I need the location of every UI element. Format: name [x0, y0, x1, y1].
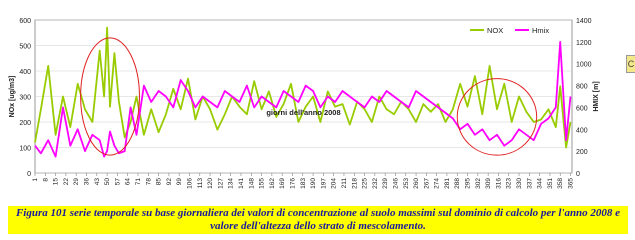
x-tick-label: 43: [93, 178, 101, 186]
x-tick-label: 211: [340, 178, 348, 189]
x-axis-label: giorni dell'anno 2008: [266, 108, 341, 117]
x-tick-label: 36: [83, 178, 91, 186]
x-tick-label: 99: [176, 178, 184, 186]
x-tick-label: 183: [299, 178, 307, 189]
x-tick-label: 190: [310, 178, 318, 189]
x-tick-label: 92: [165, 178, 173, 186]
x-tick-label: 169: [279, 178, 287, 189]
x-tick-label: 141: [237, 178, 245, 189]
x-tick-label: 197: [320, 178, 328, 189]
x-tick-label: 309: [485, 178, 493, 189]
x-tick-label: 29: [73, 178, 81, 186]
x-tick-label: 148: [248, 178, 256, 189]
x-tick-label: 246: [392, 178, 400, 189]
x-tick-label: 260: [413, 178, 421, 189]
x-tick-label: 225: [361, 178, 369, 189]
y-right-tick-label: 1400: [576, 18, 592, 25]
y-left-tick-label: 0: [27, 171, 31, 178]
x-tick-label: 134: [227, 178, 235, 189]
x-tick-label: 267: [423, 178, 431, 189]
y-right-tick-label: 1000: [576, 61, 592, 69]
x-tick-label: 204: [330, 178, 338, 189]
y-right-tick-label: 600: [576, 105, 588, 113]
x-tick-label: 22: [62, 178, 70, 186]
y-right-tick-label: 200: [576, 149, 588, 157]
x-tick-label: 365: [567, 178, 575, 189]
x-tick-label: 232: [371, 178, 379, 189]
x-tick-label: 50: [104, 178, 112, 186]
x-tick-label: 239: [382, 178, 390, 189]
x-tick-label: 344: [536, 178, 544, 189]
x-tick-label: 64: [124, 178, 132, 186]
y-right-axis-label: HMIX [m]: [593, 81, 600, 112]
x-tick-label: 71: [134, 178, 142, 186]
x-tick-label: 253: [402, 178, 410, 189]
figure-caption: Figura 101 serie temporale su base giornaliera dei valori di concentrazione al suolo massimi sul dominio di calcolo per l'anno 2008 e valore dell'altezza dello strato di mescolamento.: [8, 206, 628, 234]
x-tick-label: 323: [505, 178, 513, 189]
x-tick-label: 8: [42, 178, 50, 182]
y-left-tick-label: 400: [19, 69, 31, 76]
legend-label-hmix: Hmix: [532, 26, 550, 35]
x-tick-label: 302: [474, 178, 482, 189]
x-tick-label: 295: [464, 178, 472, 189]
y-left-tick-label: 200: [19, 120, 31, 127]
y-left-tick-label: 300: [19, 94, 31, 102]
y-left-tick-label: 500: [19, 43, 31, 51]
x-tick-label: 85: [155, 178, 163, 186]
x-tick-label: 127: [217, 178, 225, 189]
x-tick-label: 106: [186, 178, 194, 189]
side-tab[interactable]: C: [626, 55, 635, 73]
y-right-tick-label: 0: [576, 171, 580, 178]
grid: [35, 20, 572, 173]
x-tick-label: 162: [268, 178, 276, 189]
y-right-tick-label: 800: [576, 83, 588, 91]
x-tick-label: 330: [516, 178, 524, 189]
x-tick-label: 1: [32, 178, 39, 182]
y-right-tick-label: 1200: [576, 39, 592, 47]
x-tick-label: 113: [196, 178, 204, 189]
x-tick-label: 15: [52, 178, 60, 186]
y-left-tick-label: 100: [19, 145, 31, 153]
y-left-tick-label: 600: [19, 18, 31, 25]
x-tick-label: 218: [351, 178, 359, 189]
x-tick-label: 57: [114, 178, 122, 186]
y-right-tick-label: 400: [576, 127, 588, 135]
x-tick-label: 316: [495, 178, 503, 189]
x-tick-label: 358: [557, 178, 565, 189]
x-tick-label: 351: [546, 178, 554, 189]
y-left-axis-label: NOx [ug/m3]: [9, 75, 16, 118]
x-tick-label: 337: [526, 178, 534, 189]
x-tick-label: 176: [289, 178, 297, 189]
series-layer: [35, 28, 571, 157]
legend: [470, 26, 549, 35]
x-tick-label: 120: [207, 178, 215, 189]
x-tick-label: 78: [145, 178, 153, 186]
x-tick-label: 274: [433, 178, 441, 189]
annotation-ellipse: [457, 79, 536, 155]
legend-label-nox: NOX: [487, 26, 504, 35]
x-tick-label: 155: [258, 178, 266, 189]
x-tick-label: 288: [454, 178, 462, 189]
x-tick-label: 281: [443, 178, 451, 189]
